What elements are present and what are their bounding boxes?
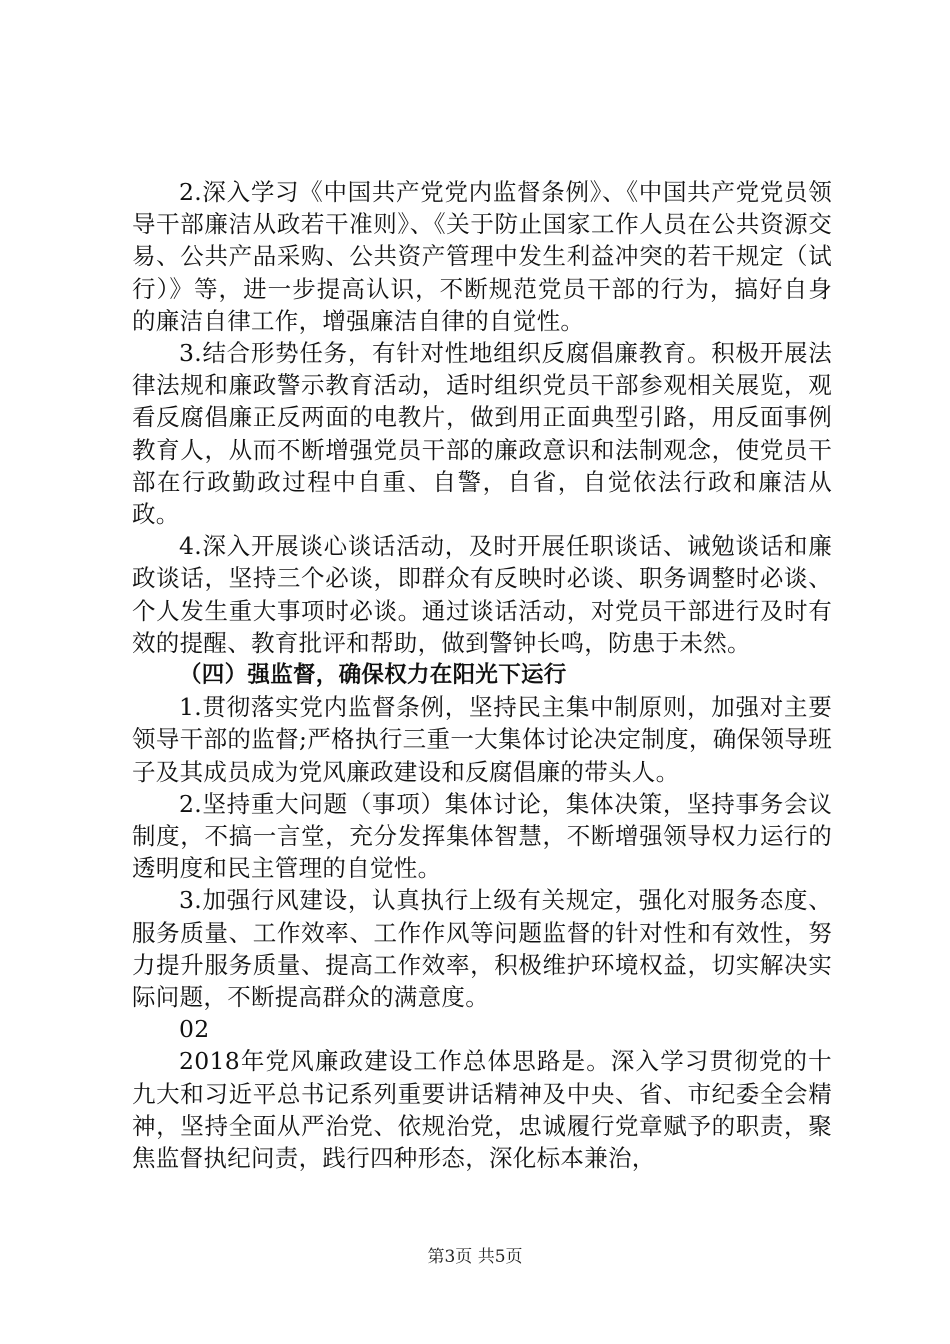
body-paragraph: 1.贯彻落实党内监督条例，坚持民主集中制原则，加强对主要领导干部的监督;严格执行三重一大集体讨论决定制度，确保领导班子及其成员成为党风廉政建设和反腐倡廉的带头人。 xyxy=(132,693,832,786)
body-paragraph: 2.坚持重大问题（事项）集体讨论，集体决策，坚持事务会议制度，不搞一言堂，充分发挥集体智慧，不断增强领导权力运行的透明度和民主管理的自觉性。 xyxy=(132,789,832,883)
body-paragraph: 4.深入开展谈心谈话活动，及时开展任职谈话、诫勉谈话和廉政谈话，坚持三个必谈，即群众有反映时必谈、职务调整时必谈、个人发生重大事项时必谈。通过谈话活动，对党员干部进行及时有效的提醒、教育批评和帮助，做到警钟长鸣，防患于未然。 xyxy=(132,532,832,657)
document-body xyxy=(132,176,832,1174)
section-heading: （四）强监督，确保权力在阳光下运行 xyxy=(179,662,567,689)
body-paragraph: 3.加强行风建设，认真执行上级有关规定，强化对服务态度、服务质量、工作效率、工作作风等问题监督的针对性和有效性，努力提升服务质量、提高工作效率，积极维护环境权益，切实解决实际问题，不断提高群众的满意度。 xyxy=(132,886,832,1012)
page-footer: 第3页 共5页 xyxy=(427,1247,523,1267)
body-paragraph: 2018年党风廉政建设工作总体思路是。深入学习贯彻党的十九大和习近平总书记系列重要讲话精神及中央、省、市纪委全会精神，坚持全面从严治党、依规治党，忠诚履行党章赋予的职责，聚焦监督执纪问责，践行四种形态，深化标本兼治， xyxy=(132,1047,832,1173)
body-paragraph: 2.深入学习《中国共产党党内监督条例》、《中国共产党党员领导干部廉洁从政若干准则》、《关于防止国家工作人员在公共资源交易、公共产品采购、公共资产管理中发生利益冲突的若干规定（试行）》等，进一步提高认识，不断规范党员干部的行为，搞好自身的廉洁自律工作，增强廉洁自律的自觉性。 xyxy=(132,178,832,335)
body-paragraph: 3.结合形势任务，有针对性地组织反腐倡廉教育。积极开展法律法规和廉政警示教育活动，适时组织党员干部参观相关展览，观看反腐倡廉正反两面的电教片，做到用正面典型引路，用反面事例教育人，从而不断增强党员干部的廉政意识和法制观念，使党员干部在行政勤政过程中自重、自警，自省，自觉依法行政和廉洁从政。 xyxy=(132,339,832,529)
part-number: 02 xyxy=(179,1015,210,1044)
